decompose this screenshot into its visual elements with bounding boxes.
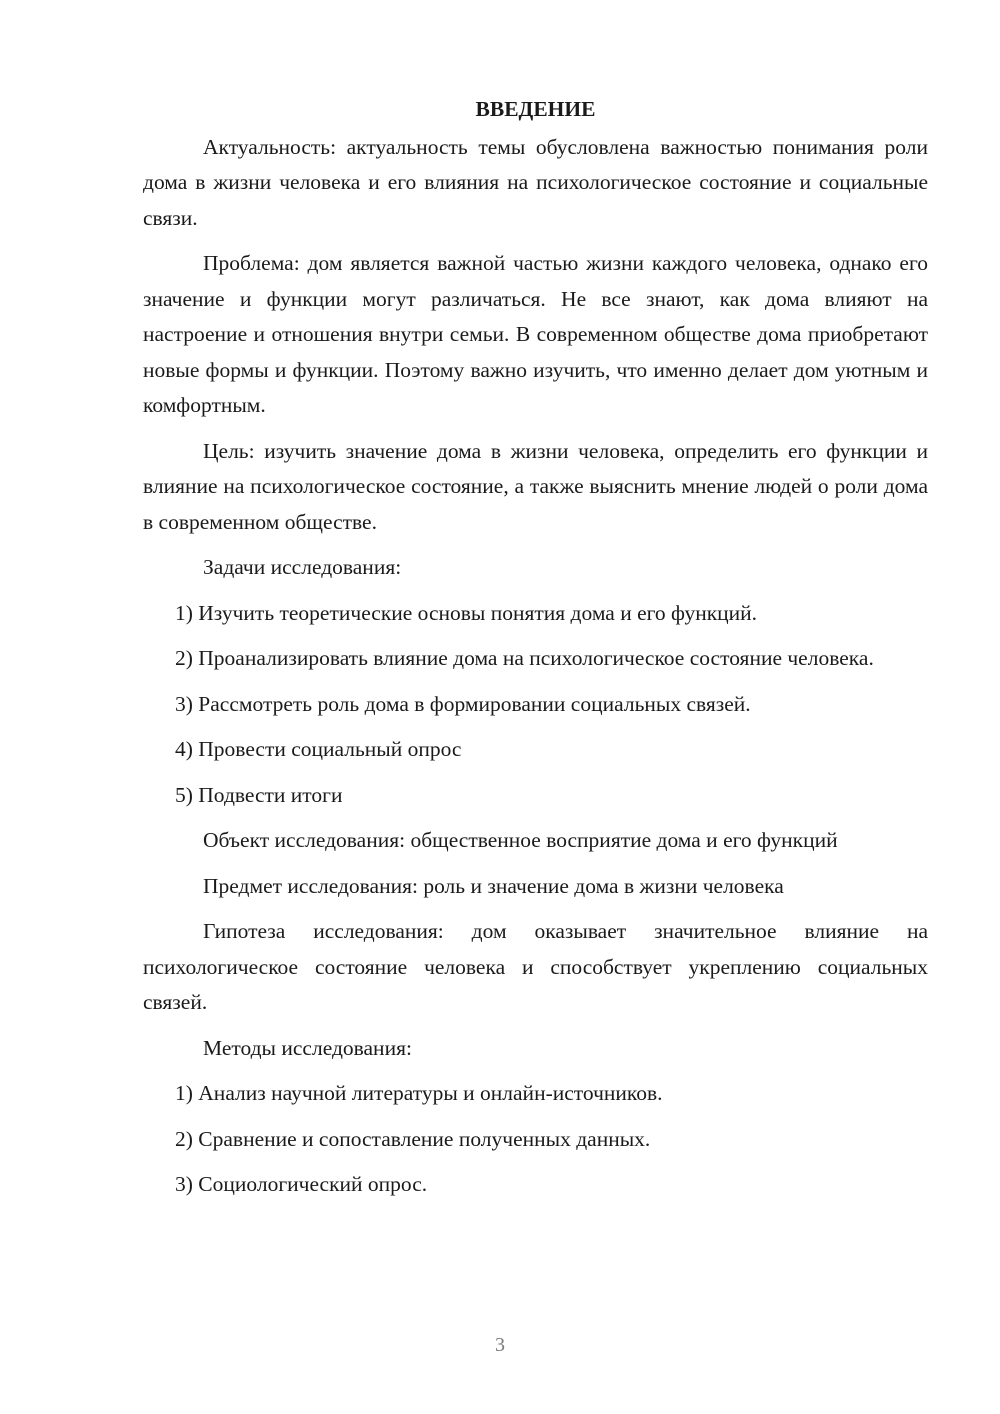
- page-content: [143, 92, 928, 1213]
- tasks-heading: Задачи исследования:: [203, 555, 402, 579]
- method-item: 2) Сравнение и сопоставление полученных данных.: [175, 1126, 651, 1151]
- problem-paragraph: Проблема: дом является важной частью жизни каждого человека, однако его значение и функции могут различаться. Не все знают, как дома влияют на настроение и отношения внутри семьи. В современном обществе дома приобретают новые формы и функции. Поэтому важно изучить, что именно делает дом уютным и комфортным.: [143, 251, 928, 417]
- relevance-paragraph: Актуальность: актуальность темы обусловлена важностью понимания роли дома в жизни человека и его влияния на психологическое состояние и социальные связи.: [143, 134, 928, 230]
- task-item: 2) Проанализировать влияние дома на психологическое состояние человека.: [175, 646, 874, 670]
- subject-paragraph: Предмет исследования: роль и значение дома в жизни человека: [203, 873, 784, 898]
- task-item: 3) Рассмотреть роль дома в формировании социальных связей.: [175, 691, 751, 716]
- goal-paragraph: Цель: изучить значение дома в жизни человека, определить его функции и влияние на психологическое состояние, а также выяснить мнение людей о роли дома в современном обществе.: [143, 438, 928, 534]
- method-item: 1) Анализ научной литературы и онлайн-источников.: [175, 1081, 663, 1105]
- method-item: 3) Социологический опрос.: [175, 1172, 428, 1196]
- methods-heading: Методы исследования:: [203, 1035, 412, 1060]
- page-number: 3: [495, 1334, 505, 1356]
- object-paragraph: Объект исследования: общественное восприятие дома и его функций: [203, 828, 838, 852]
- task-item: 4) Провести социальный опрос: [175, 737, 462, 761]
- task-item: 1) Изучить теоретические основы понятия дома и его функций.: [175, 600, 758, 625]
- task-item: 5) Подвести итоги: [175, 782, 343, 807]
- hypothesis-paragraph: Гипотеза исследования: дом оказывает значительное влияние на психологическое состояние человека и способствует укреплению социальных связей.: [143, 919, 928, 1014]
- section-title: ВВЕДЕНИЕ: [475, 97, 596, 121]
